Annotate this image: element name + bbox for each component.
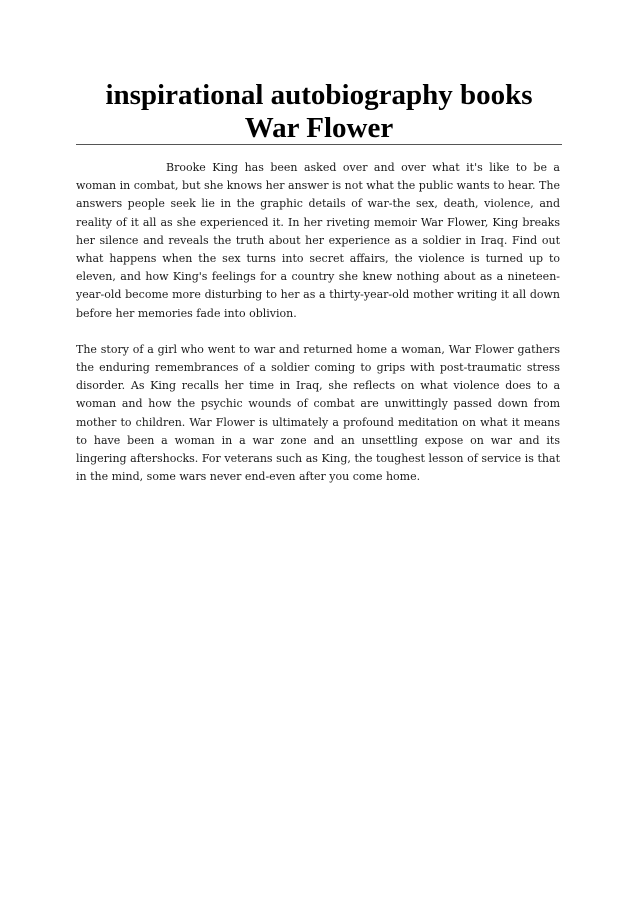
- title-divider: [76, 144, 562, 145]
- page-title: inspirational autobiography books War Flower: [105, 79, 533, 144]
- body-paragraph-1: Brooke King has been asked over and over what it's like to be a woman in combat, but she knows her answer is not what the public wants to hear. The answers people seek lie in the graphic details of war-the sex, death, violence, and reality of it all as she experienced it. In her riveting memoir War Flower, King breaks her silence and reveals the truth about her experience as a soldier in Iraq. Find out what happens when the sex turns into secret affairs, the violence is turned up to eleven, and how King's feelings for a country she knew nothing about as a nineteen-year-old become more disturbing to her as a thirty-year-old mother writing it all down before her memories fade into oblivion.: [76, 161, 560, 320]
- document-body: [76, 159, 560, 504]
- body-paragraph-2: The story of a girl who went to war and returned home a woman, War Flower gathers the enduring remembrances of a soldier coming to grips with post-traumatic stress disorder. As King recalls her time in Iraq, she reflects on what violence does to a woman and how the psychic wounds of combat are unwittingly passed down from mother to children. War Flower is ultimately a profound meditation on what it means to have been a woman in a war zone and an unsettling expose on war and its lingering aftershocks. For veterans such as King, the toughest lesson of service is that in the mind, some wars never end-even after you come home.: [76, 342, 560, 484]
